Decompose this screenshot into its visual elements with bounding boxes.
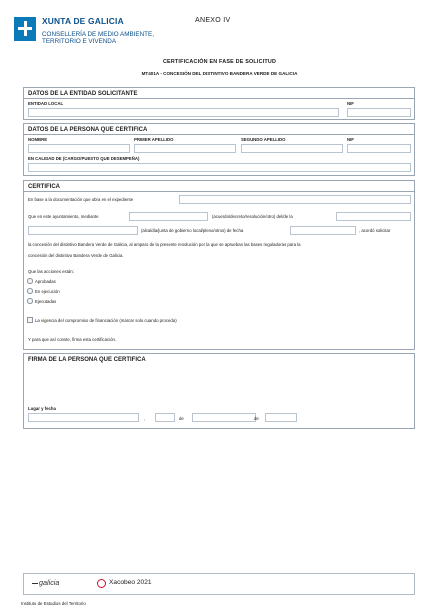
entity-section — [23, 87, 415, 120]
date-input[interactable] — [290, 226, 356, 235]
closing-text: Y para que así conste, firma esta certificación. — [28, 337, 117, 342]
galicia-logo: galicia — [32, 578, 59, 587]
place-input[interactable] — [28, 413, 139, 422]
certify-line-4: la concesión del distintivo Bandera Verde de Galicia, al amparo de la presente resolución por la que se aprueban las bases reguladoras para la — [28, 242, 301, 247]
first-surname-input[interactable] — [134, 144, 236, 153]
certify-section-title: CERTIFICA — [28, 184, 60, 190]
signature-section-title: FIRMA DE LA PERSONA QUE CERTIFICA — [28, 357, 146, 363]
xunta-coat-of-arms-icon — [14, 17, 36, 41]
financing-label: La vigencia del compromiso de financiación (marcar solo cuando proceda) — [35, 318, 177, 323]
document-subtitle: MT401A - CONCESIÓN DEL DISTINTIVO BANDERA VERDE DE GALICIA — [141, 71, 298, 76]
person-nif-label: NIF — [347, 137, 354, 142]
certify-line-2a: Que en este ayuntamiento, mediante — [28, 214, 99, 219]
signature-section — [23, 353, 415, 429]
certify-section — [23, 180, 415, 350]
month-input[interactable] — [192, 413, 256, 422]
local-entity-label: ENTIDAD LOCAL — [28, 101, 64, 106]
person-nif-input[interactable] — [347, 144, 411, 153]
person-section-title: DATOS DE LA PERSONA QUE CERTIFICA — [28, 127, 148, 133]
footer-box — [23, 573, 415, 595]
option-ejecutadas-label: Ejecutadas — [35, 299, 57, 304]
expediente-input[interactable] — [179, 195, 411, 204]
organ-input[interactable] — [336, 212, 411, 221]
certify-line-3b: , acordó solicitar — [359, 228, 391, 233]
radio-ejecutadas[interactable] — [27, 298, 33, 304]
second-surname-label: SEGUNDO APELLIDO — [241, 137, 286, 142]
org-name: XUNTA DE GALICIA — [42, 16, 124, 26]
actions-label: Que las acciones están: — [28, 269, 74, 274]
radio-en-ejecucion[interactable] — [27, 288, 33, 294]
de-separator-1: de — [179, 416, 184, 421]
entity-nif-input[interactable] — [347, 108, 411, 117]
entity-nif-label: NIF — [347, 101, 354, 106]
place-date-label: Lugar y fecha — [28, 406, 56, 411]
local-entity-input[interactable] — [28, 108, 339, 117]
certify-line-5: concesión del distintivo Bandera Verde de Galicia. — [28, 253, 124, 258]
capacity-label: EN CALIDAD DE (CARGO/PUESTO QUE DESEMPEÑA) — [28, 156, 140, 161]
certify-line-3a: (alcaldía/junta de gobierno local/pleno/otros) de fecha — [141, 228, 244, 233]
de-separator-2: de — [254, 416, 259, 421]
xacobeo-label: Xacobeo 2021 — [109, 579, 152, 586]
year-input[interactable] — [265, 413, 297, 422]
first-surname-label: PRIMER APELLIDO — [134, 137, 174, 142]
instrument-input[interactable] — [129, 212, 208, 221]
organ-type-input[interactable] — [28, 226, 138, 235]
certify-line-2b: (acuerdo/decreto/resolución/otro) del/de la — [212, 214, 293, 219]
annex-label: ANEXO IV — [195, 17, 231, 24]
capacity-input[interactable] — [28, 163, 411, 172]
certify-line-1: En base a la documentación que obra en el expediente — [28, 197, 134, 202]
dept-line-2: TERRITORIO E VIVENDA — [42, 38, 117, 45]
document-title: CERTIFICACIÓN EN FASE DE SOLICITUD — [162, 59, 277, 65]
day-input[interactable] — [155, 413, 175, 422]
second-surname-input[interactable] — [241, 144, 343, 153]
radio-aprobadas[interactable] — [27, 278, 33, 284]
entity-section-title: DATOS DE LA ENTIDAD SOLICITANTE — [28, 91, 138, 97]
name-input[interactable] — [28, 144, 130, 153]
option-aprobadas-label: Aprobadas — [35, 279, 56, 284]
option-en-ejecucion-label: En ejecución — [35, 289, 60, 294]
dept-line-1: CONSELLERÍA DE MEDIO AMBIENTE, — [42, 31, 154, 38]
financing-checkbox[interactable] — [27, 317, 33, 323]
person-section — [23, 123, 415, 176]
name-label: NOMBRE — [28, 137, 48, 142]
institute-label: Instituto de Estudios del Territorio — [21, 601, 86, 606]
comma-separator: , — [144, 416, 146, 421]
xacobeo-icon — [97, 579, 106, 588]
